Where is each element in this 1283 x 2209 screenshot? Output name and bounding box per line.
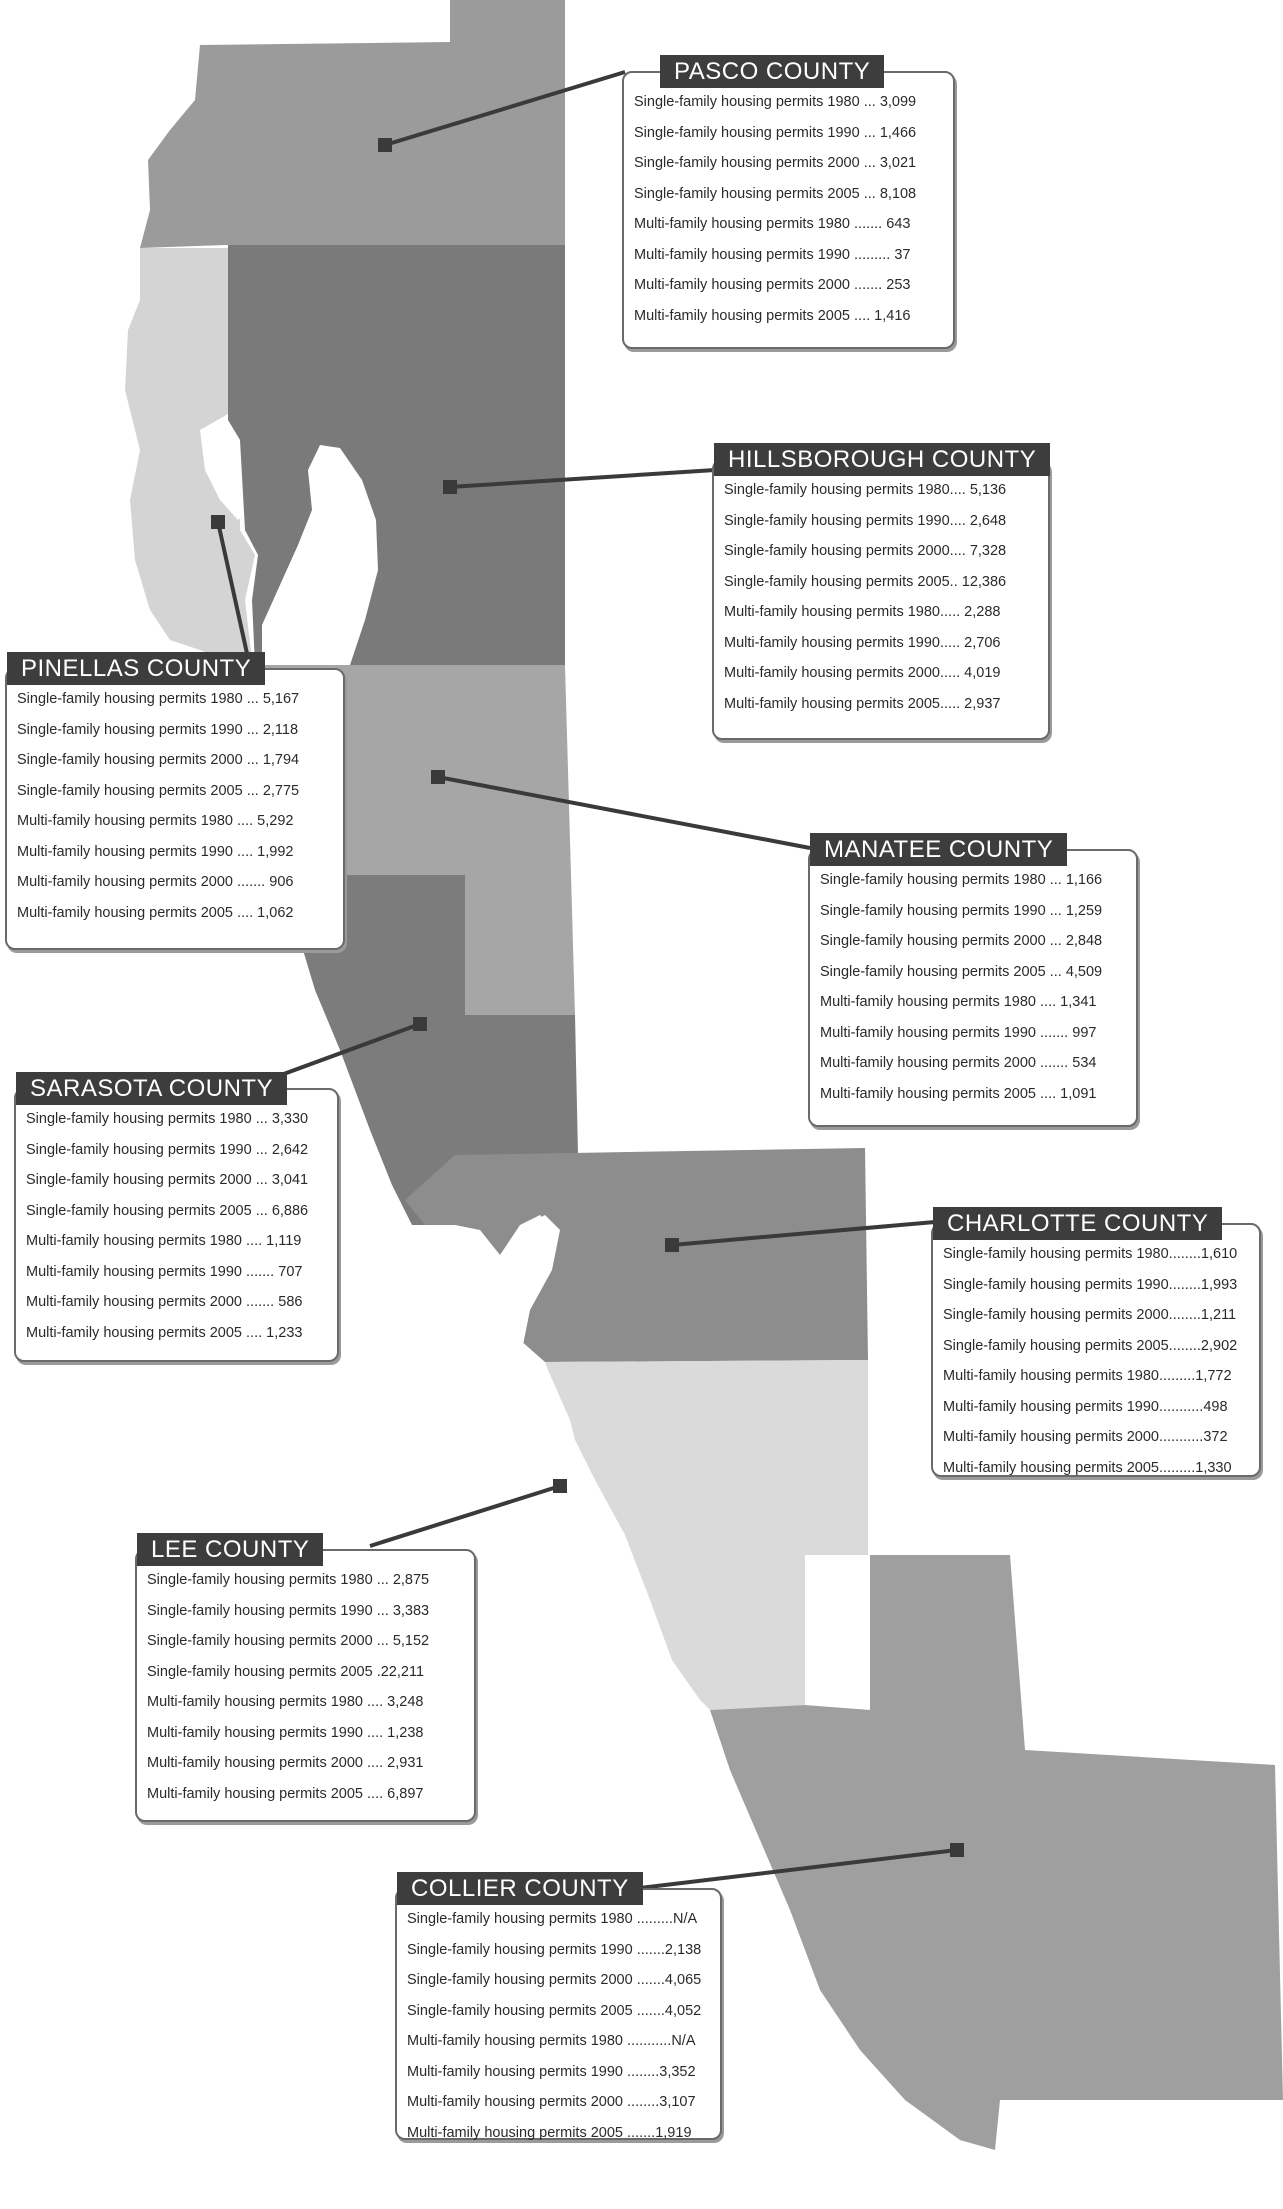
stat-value: 2,648 (969, 512, 1007, 529)
stat-leader-dots: .. (949, 573, 962, 590)
stat-row (26, 1257, 327, 1288)
stat-leader-dots: .... (232, 813, 258, 829)
stat-row (26, 1226, 327, 1257)
stat-leader-dots: .... (241, 1324, 267, 1341)
stat-row (147, 1596, 464, 1627)
stat-row (820, 957, 1126, 988)
stat-value: 253 (886, 277, 911, 293)
stat-row (407, 2057, 710, 2088)
stat-row (820, 865, 1126, 896)
stat-value: 1,794 (262, 752, 300, 768)
stat-value: 643 (886, 216, 911, 232)
stat-leader-dots: ....... (849, 277, 887, 293)
stat-leader-dots: ....... (849, 216, 887, 232)
pasco-marker (378, 138, 392, 152)
stat-value: 3,383 (392, 1602, 430, 1619)
stat-value: N/A (672, 1911, 698, 1927)
stat-label: Multi-family housing permits 2000 (943, 1429, 1159, 1445)
stat-row (407, 1935, 710, 1966)
stat-row (943, 1239, 1249, 1270)
stat-label: Single-family housing permits 1980 (634, 94, 860, 110)
stat-leader-dots: ... (859, 185, 880, 202)
stat-leader-dots: ... (242, 721, 263, 738)
stat-value: 3,099 (879, 94, 917, 110)
stat-label: Single-family housing permits 2000 (724, 543, 950, 559)
stat-value: 1,992 (257, 843, 294, 860)
stat-row (943, 1422, 1249, 1453)
stat-row (634, 270, 943, 301)
stat-label: Multi-family housing permits 2005 (820, 1085, 1036, 1102)
stat-row (943, 1361, 1249, 1392)
pinellas-county-box (5, 655, 345, 950)
stat-value: 1,919 (655, 2124, 692, 2141)
stat-row (17, 776, 333, 807)
stat-row (17, 715, 333, 746)
stat-leader-dots: .... (362, 1785, 388, 1802)
stat-label: Multi-family housing permits 2000 (407, 2094, 623, 2110)
stat-leader-dots: .... (849, 307, 875, 324)
stat-label: Multi-family housing permits 1990 (943, 1398, 1159, 1415)
stat-label: Multi-family housing permits 2005 (407, 2124, 623, 2141)
stat-value: 8,108 (879, 185, 917, 202)
stat-value: 372 (1203, 1429, 1228, 1445)
stat-label: Multi-family housing permits 1990 (147, 1724, 363, 1741)
stat-value: 707 (278, 1263, 303, 1280)
stat-value: 1,166 (1065, 872, 1103, 888)
stat-leader-dots: ..... (939, 634, 965, 651)
stat-label: Multi-family housing permits 1980 (26, 1233, 242, 1249)
stat-list (17, 684, 333, 928)
charlotte-county-region (405, 1148, 868, 1362)
stat-label: Multi-family housing permits 2005 (634, 307, 850, 324)
stat-row (147, 1687, 464, 1718)
stat-label: Multi-family housing permits 2000 (634, 277, 850, 293)
stat-label: Single-family housing permits 2005 (820, 963, 1046, 980)
lee-county-region (545, 1360, 868, 1710)
stat-leader-dots: ....... (632, 1941, 665, 1958)
stat-leader-dots: .... (949, 543, 970, 559)
stat-row (407, 2026, 710, 2057)
stat-label: Multi-family housing permits 1980 (17, 813, 233, 829)
stat-leader-dots: ......... (1158, 1459, 1196, 1476)
stat-value: 6,886 (271, 1202, 309, 1219)
pasco-county-region (140, 0, 565, 248)
stat-value: 1,993 (1200, 1276, 1238, 1293)
stat-value: 906 (269, 874, 294, 890)
stat-value: 3,041 (271, 1172, 309, 1188)
stat-row (634, 87, 943, 118)
stat-label: Single-family housing permits 1980 (407, 1911, 633, 1927)
stat-label: Single-family housing permits 2005 (943, 1337, 1169, 1354)
stat-row (407, 1965, 710, 1996)
stat-label: Single-family housing permits 1990 (147, 1602, 373, 1619)
stat-row (634, 301, 943, 332)
hillsborough-county-box (712, 446, 1050, 740)
stat-value: 4,509 (1065, 963, 1103, 980)
lee-leader-line (370, 1486, 560, 1546)
stat-value: 586 (278, 1294, 303, 1310)
stat-row (724, 536, 1038, 567)
stat-label: Single-family housing permits 1990 (407, 1941, 633, 1958)
stat-row (634, 179, 943, 210)
stat-label: Single-family housing permits 1990 (724, 512, 950, 529)
stat-value: 12,386 (961, 573, 1007, 590)
county-title: PINELLAS COUNTY (7, 652, 265, 685)
stat-leader-dots: ....... (1035, 1024, 1073, 1041)
stat-row (17, 806, 333, 837)
stat-label: Multi-family housing permits 2005 (26, 1324, 242, 1341)
stat-value: 4,065 (664, 1972, 702, 1988)
stat-list (147, 1565, 464, 1809)
stat-value: 37 (894, 246, 911, 263)
stat-value: 1,341 (1060, 994, 1097, 1010)
stat-leader-dots: .... (1035, 1085, 1061, 1102)
stat-value: 1,119 (266, 1233, 302, 1249)
stat-value: 1,466 (879, 124, 917, 141)
stat-leader-dots: ....... (241, 1263, 279, 1280)
stat-label: Multi-family housing permits 1990 (17, 843, 233, 860)
stat-label: Single-family housing permits 2005 (147, 1663, 373, 1680)
stat-leader-dots: ... (1045, 902, 1066, 919)
stat-value: 997 (1072, 1024, 1097, 1041)
stat-label: Multi-family housing permits 2000 (147, 1755, 363, 1771)
stat-row (147, 1657, 464, 1688)
stat-value: 2,288 (964, 604, 1001, 620)
stat-leader-dots: ........ (622, 2094, 660, 2110)
stat-label: Multi-family housing permits 2005 (943, 1459, 1159, 1476)
stat-value: 1,610 (1200, 1246, 1238, 1262)
stat-list (634, 87, 943, 331)
stat-label: Single-family housing permits 2000 (634, 155, 860, 171)
stat-label: Single-family housing permits 2000 (943, 1307, 1169, 1323)
stat-value: 1,330 (1195, 1459, 1232, 1476)
sarasota-marker (413, 1017, 427, 1031)
stat-row (26, 1165, 327, 1196)
stat-value: 2,642 (271, 1141, 309, 1158)
stat-value: 534 (1072, 1055, 1097, 1071)
stat-leader-dots: ... (372, 1633, 393, 1649)
stat-leader-dots: ....... (632, 2002, 665, 2019)
stat-value: 1,062 (257, 904, 294, 921)
stat-row (634, 209, 943, 240)
stat-label: Multi-family housing permits 2000 (26, 1294, 242, 1310)
stat-leader-dots: ....... (232, 874, 270, 890)
stat-row (17, 898, 333, 929)
stat-leader-dots: ... (242, 691, 263, 707)
stat-label: Multi-family housing permits 1980 (724, 604, 940, 620)
stat-leader-dots: ... (242, 752, 263, 768)
stat-row (724, 506, 1038, 537)
stat-leader-dots: ....... (241, 1294, 279, 1310)
stat-list (26, 1104, 327, 1348)
stat-value: 2,118 (262, 721, 299, 738)
stat-list (724, 475, 1038, 719)
collier-county-box (395, 1875, 722, 2141)
stat-leader-dots: ........ (1168, 1276, 1201, 1293)
stat-row (820, 926, 1126, 957)
stat-label: Single-family housing permits 2000 (17, 752, 243, 768)
stat-label: Multi-family housing permits 1990 (820, 1024, 1036, 1041)
stat-leader-dots: ..... (939, 604, 965, 620)
stat-leader-dots: ... (242, 782, 263, 799)
stat-label: Single-family housing permits 2000 (820, 933, 1046, 949)
stat-value: 1,416 (874, 307, 911, 324)
stat-label: Single-family housing permits 1980 (724, 482, 950, 498)
stat-label: Single-family housing permits 1990 (26, 1141, 252, 1158)
stat-row (147, 1718, 464, 1749)
stat-leader-dots: .... (362, 1724, 388, 1741)
stat-value: 1,091 (1060, 1085, 1097, 1102)
stat-row (407, 2087, 710, 2118)
county-title: SARASOTA COUNTY (16, 1072, 287, 1105)
stat-label: Single-family housing permits 2005 (17, 782, 243, 799)
stat-value: 4,019 (964, 665, 1001, 681)
county-title: HILLSBOROUGH COUNTY (714, 443, 1050, 476)
stat-row (724, 597, 1038, 628)
stat-label: Single-family housing permits 2005 (26, 1202, 252, 1219)
stat-label: Single-family housing permits 1980 (26, 1111, 252, 1127)
stat-row (724, 628, 1038, 659)
stat-label: Single-family housing permits 1990 (17, 721, 243, 738)
stat-row (17, 684, 333, 715)
stat-row (634, 148, 943, 179)
stat-row (724, 658, 1038, 689)
hillsborough-marker (443, 480, 457, 494)
stat-leader-dots: ..... (939, 695, 965, 712)
stat-leader-dots: .... (232, 843, 258, 860)
stat-label: Single-family housing permits 1990 (943, 1276, 1169, 1293)
stat-row (943, 1453, 1249, 1484)
stat-value: 1,211 (1200, 1307, 1237, 1323)
stat-row (17, 837, 333, 868)
stat-leader-dots: ......... (849, 246, 895, 263)
stat-label: Multi-family housing permits 2005 (724, 695, 940, 712)
stat-row (147, 1779, 464, 1810)
stat-leader-dots: ........... (1158, 1398, 1204, 1415)
stat-label: Multi-family housing permits 1980 (634, 216, 850, 232)
stat-leader-dots: ......... (632, 1911, 673, 1927)
stat-row (407, 1996, 710, 2027)
stat-label: Single-family housing permits 2005 (724, 573, 950, 590)
stat-leader-dots: ... (251, 1172, 272, 1188)
stat-label: Single-family housing permits 2005 (634, 185, 860, 202)
stat-label: Single-family housing permits 1990 (634, 124, 860, 141)
stat-row (943, 1300, 1249, 1331)
stat-value: 2,875 (392, 1572, 430, 1588)
stat-value: 2,937 (964, 695, 1001, 712)
stat-value: 22,211 (380, 1663, 425, 1680)
stat-row (147, 1626, 464, 1657)
charlotte-county-box (931, 1210, 1261, 1477)
stat-list (407, 1904, 710, 2148)
stat-value: 1,233 (266, 1324, 303, 1341)
stat-row (724, 567, 1038, 598)
stat-leader-dots: ........... (622, 2033, 672, 2049)
stat-label: Single-family housing permits 1990 (820, 902, 1046, 919)
stat-list (820, 865, 1126, 1109)
stat-leader-dots: ......... (1158, 1368, 1196, 1384)
stat-value: 3,352 (659, 2063, 696, 2080)
stat-label: Single-family housing permits 2000 (407, 1972, 633, 1988)
stat-label: Multi-family housing permits 2000 (724, 665, 940, 681)
stat-leader-dots: ... (251, 1202, 272, 1219)
stat-row (820, 896, 1126, 927)
stat-leader-dots: . (372, 1663, 381, 1680)
stat-leader-dots: ........ (622, 2063, 660, 2080)
stat-value: 5,152 (392, 1633, 430, 1649)
stat-label: Single-family housing permits 1980 (820, 872, 1046, 888)
stat-leader-dots: ... (251, 1111, 272, 1127)
stat-leader-dots: .... (949, 482, 970, 498)
stat-row (26, 1135, 327, 1166)
stat-row (634, 240, 943, 271)
stat-row (26, 1287, 327, 1318)
stat-row (147, 1748, 464, 1779)
stat-label: Single-family housing permits 2005 (407, 2002, 633, 2019)
stat-value: 3,107 (659, 2094, 696, 2110)
stat-list (943, 1239, 1249, 1483)
stat-leader-dots: ... (1045, 872, 1066, 888)
stat-leader-dots: ........ (1168, 1246, 1201, 1262)
stat-label: Multi-family housing permits 2000 (17, 874, 233, 890)
stat-row (943, 1392, 1249, 1423)
stat-row (26, 1196, 327, 1227)
stat-leader-dots: ..... (939, 665, 965, 681)
stat-label: Multi-family housing permits 1990 (26, 1263, 242, 1280)
stat-value: 2,775 (262, 782, 300, 799)
stat-label: Multi-family housing permits 1990 (634, 246, 850, 263)
stat-label: Multi-family housing permits 1980 (407, 2033, 623, 2049)
stat-value: 3,021 (879, 155, 917, 171)
stat-value: 2,706 (964, 634, 1001, 651)
stat-leader-dots: ....... (622, 2124, 656, 2141)
stat-value: 5,292 (257, 813, 294, 829)
stat-leader-dots: ... (1045, 963, 1066, 980)
lee-marker (553, 1479, 567, 1493)
stat-leader-dots: ... (859, 94, 880, 110)
stat-label: Single-family housing permits 2000 (26, 1172, 252, 1188)
stat-row (407, 1904, 710, 1935)
stat-leader-dots: ........ (1168, 1307, 1201, 1323)
stat-row (943, 1270, 1249, 1301)
stat-row (147, 1565, 464, 1596)
stat-label: Multi-family housing permits 1990 (724, 634, 940, 651)
stat-row (724, 475, 1038, 506)
pasco-county-box (622, 58, 955, 349)
stat-value: 3,248 (387, 1694, 424, 1710)
stat-label: Single-family housing permits 1980 (147, 1572, 373, 1588)
stat-leader-dots: ... (859, 155, 880, 171)
stat-value: 2,902 (1200, 1337, 1238, 1354)
stat-label: Multi-family housing permits 1980 (147, 1694, 363, 1710)
charlotte-marker (665, 1238, 679, 1252)
stat-row (634, 118, 943, 149)
stat-value: 2,138 (664, 1941, 702, 1958)
stat-row (943, 1331, 1249, 1362)
stat-value: 498 (1203, 1398, 1228, 1415)
stat-leader-dots: ... (859, 124, 880, 141)
stat-label: Single-family housing permits 1980 (17, 691, 243, 707)
stat-value: 4,052 (664, 2002, 702, 2019)
stat-row (820, 1048, 1126, 1079)
stat-value: 2,931 (387, 1755, 424, 1771)
lee-county-box (135, 1536, 476, 1822)
collier-marker (950, 1843, 964, 1857)
stat-label: Multi-family housing permits 2005 (17, 904, 233, 921)
stat-leader-dots: ....... (1035, 1055, 1073, 1071)
stat-leader-dots: .... (362, 1694, 388, 1710)
stat-label: Single-family housing permits 2000 (147, 1633, 373, 1649)
stat-row (724, 689, 1038, 720)
stat-value: 1,772 (1195, 1368, 1232, 1384)
stat-leader-dots: ... (372, 1602, 393, 1619)
stat-value: N/A (671, 2033, 696, 2049)
stat-leader-dots: .... (232, 904, 258, 921)
stat-value: 1,259 (1065, 902, 1103, 919)
stat-leader-dots: .... (362, 1755, 388, 1771)
stat-label: Multi-family housing permits 2005 (147, 1785, 363, 1802)
stat-leader-dots: ... (1045, 933, 1066, 949)
stat-row (820, 1018, 1126, 1049)
stat-leader-dots: .... (1035, 994, 1061, 1010)
pinellas-marker (211, 515, 225, 529)
stat-value: 7,328 (969, 543, 1007, 559)
stat-value: 1,238 (387, 1724, 424, 1741)
manatee-marker (431, 770, 445, 784)
stat-leader-dots: ........... (1158, 1429, 1204, 1445)
stat-label: Multi-family housing permits 1990 (407, 2063, 623, 2080)
county-title: LEE COUNTY (137, 1533, 323, 1566)
stat-value: 2,848 (1065, 933, 1103, 949)
stat-label: Single-family housing permits 1980 (943, 1246, 1169, 1262)
stat-value: 3,330 (271, 1111, 309, 1127)
stat-label: Multi-family housing permits 1980 (820, 994, 1036, 1010)
sarasota-county-box (14, 1075, 339, 1362)
county-title: PASCO COUNTY (660, 55, 884, 88)
county-title: CHARLOTTE COUNTY (933, 1207, 1222, 1240)
stat-leader-dots: .... (949, 512, 970, 529)
stat-label: Multi-family housing permits 2000 (820, 1055, 1036, 1071)
stat-label: Multi-family housing permits 1980 (943, 1368, 1159, 1384)
stat-row (820, 1079, 1126, 1110)
stat-row (26, 1318, 327, 1349)
county-title: MANATEE COUNTY (810, 833, 1067, 866)
stat-leader-dots: ....... (632, 1972, 665, 1988)
stat-row (17, 867, 333, 898)
stat-value: 5,167 (262, 691, 300, 707)
stat-leader-dots: ... (372, 1572, 393, 1588)
stat-leader-dots: ... (251, 1141, 272, 1158)
stat-row (17, 745, 333, 776)
stat-value: 6,897 (387, 1785, 424, 1802)
stat-row (26, 1104, 327, 1135)
stat-leader-dots: .... (241, 1233, 267, 1249)
stat-leader-dots: ........ (1168, 1337, 1201, 1354)
stat-row (407, 2118, 710, 2149)
manatee-county-box (808, 836, 1138, 1127)
stat-row (820, 987, 1126, 1018)
county-title: COLLIER COUNTY (397, 1872, 643, 1905)
stat-value: 5,136 (969, 482, 1007, 498)
